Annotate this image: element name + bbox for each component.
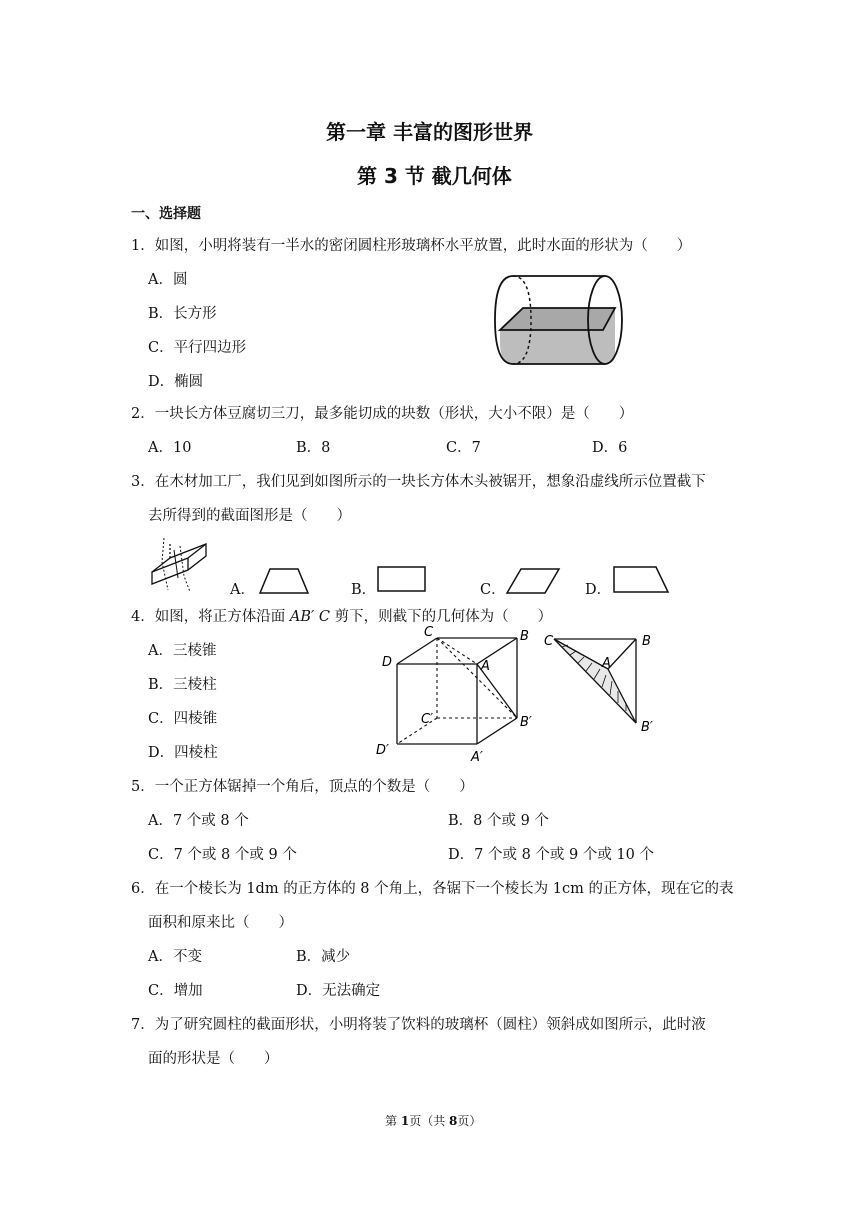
q4-stem-prefix: 4．如图，将正方体沿面	[131, 609, 290, 625]
q3-option-d: D．	[585, 582, 612, 598]
footer-middle: 页（共	[409, 1114, 450, 1128]
q4-stem-face: AB′ C	[289, 609, 330, 625]
q6-option-a: A．不变	[148, 949, 202, 965]
q6-option-d: D．无法确定	[296, 983, 381, 999]
q2-option-b: B．8	[296, 440, 331, 456]
right-trapezoid-shape	[612, 565, 670, 595]
q6-option-b: B．减少	[296, 949, 351, 965]
footer-page-number: 1	[400, 1114, 410, 1128]
cut-label-c: C	[544, 634, 554, 649]
q1-stem: 1．如图，小明将装有一半水的密闭圆柱形玻璃杯水平放置，此时水面的形状为（ ）	[131, 238, 692, 254]
q6-stem-line1: 6．在一个棱长为 1dm 的正方体的 8 个角上，各锯下一个棱长为 1cm 的正方体，现在它的表	[131, 881, 734, 897]
cube-label-d: D	[382, 655, 393, 670]
q2-stem: 2．一块长方体豆腐切三刀，最多能切成的块数（形状，大小不限）是（ ）	[131, 406, 634, 422]
section-heading: 一、选择题	[131, 206, 201, 222]
cut-label-b: B	[642, 634, 651, 649]
footer-total-pages: 8	[449, 1114, 458, 1128]
q3-stem-line1: 3．在木材加工厂，我们见到如图所示的一块长方体木头被锯开，想象沿虚线所示位置截下	[131, 474, 706, 490]
q4-cube-figure	[372, 624, 547, 764]
q3-option-c: C．	[480, 582, 506, 598]
cube-label-b: B	[520, 629, 529, 644]
cube-label-a1: A′	[471, 750, 483, 765]
footer-prefix: 第	[385, 1114, 401, 1128]
q1-option-b: B．长方形	[148, 306, 217, 322]
q4-option-b: B．三棱柱	[148, 677, 217, 693]
q3-option-b: B．	[351, 582, 377, 598]
q4-stem-suffix: 剪下，则截下的几何体为（ ）	[329, 609, 553, 625]
page-footer	[385, 1112, 481, 1129]
rectangle-shape	[376, 565, 428, 595]
q3-stem-line2: 去所得到的截面图形是（ ）	[148, 508, 351, 524]
q2-option-a: A．10	[148, 440, 192, 456]
footer-suffix: 页）	[457, 1114, 482, 1128]
cube-label-b1: B′	[520, 715, 532, 730]
cube-label-c: C	[424, 625, 434, 640]
q4-cut-piece-figure	[542, 627, 667, 742]
q5-option-a: A．7 个或 8 个	[148, 813, 249, 829]
q4-option-d: D．四棱柱	[148, 745, 218, 761]
q1-option-a: A．圆	[148, 272, 188, 288]
q2-option-d: D．6	[592, 440, 628, 456]
q5-option-c: C．7 个或 8 个或 9 个	[148, 847, 297, 863]
cube-label-d1: D′	[376, 743, 389, 758]
trapezoid-shape	[258, 567, 310, 597]
q3-wood-block-figure	[150, 536, 210, 596]
chapter-title: 第一章 丰富的图形世界	[326, 120, 533, 144]
q1-option-c: C．平行四边形	[148, 340, 247, 356]
q6-option-c: C．增加	[148, 983, 203, 999]
q1-cylinder-figure	[495, 272, 635, 372]
q5-option-b: B．8 个或 9 个	[448, 813, 549, 829]
cut-label-a: A	[602, 656, 611, 671]
q1-option-d: D．椭圆	[148, 374, 204, 390]
cut-label-b1: B′	[641, 720, 653, 735]
parallelogram-shape	[505, 567, 561, 597]
q5-option-d: D．7 个或 8 个或 9 个或 10 个	[448, 847, 655, 863]
cube-label-c1: C′	[421, 712, 434, 727]
q7-stem-line2: 面的形状是（ ）	[148, 1051, 279, 1067]
section-title: 第 3 节 截几何体	[357, 164, 512, 188]
q3-option-a: A．	[230, 582, 255, 598]
q6-stem-line2: 面积和原来比（ ）	[148, 915, 293, 931]
q2-option-c: C．7	[446, 440, 481, 456]
q7-stem-line1: 7．为了研究圆柱的截面形状，小明将装了饮料的玻璃杯（圆柱）领斜成如图所示，此时液	[131, 1017, 706, 1033]
cube-label-a: A	[481, 659, 490, 674]
q4-option-a: A．三棱锥	[148, 643, 217, 659]
q5-stem: 5．一个正方体锯掉一个角后，顶点的个数是（ ）	[131, 779, 474, 795]
q4-option-c: C．四棱锥	[148, 711, 218, 727]
